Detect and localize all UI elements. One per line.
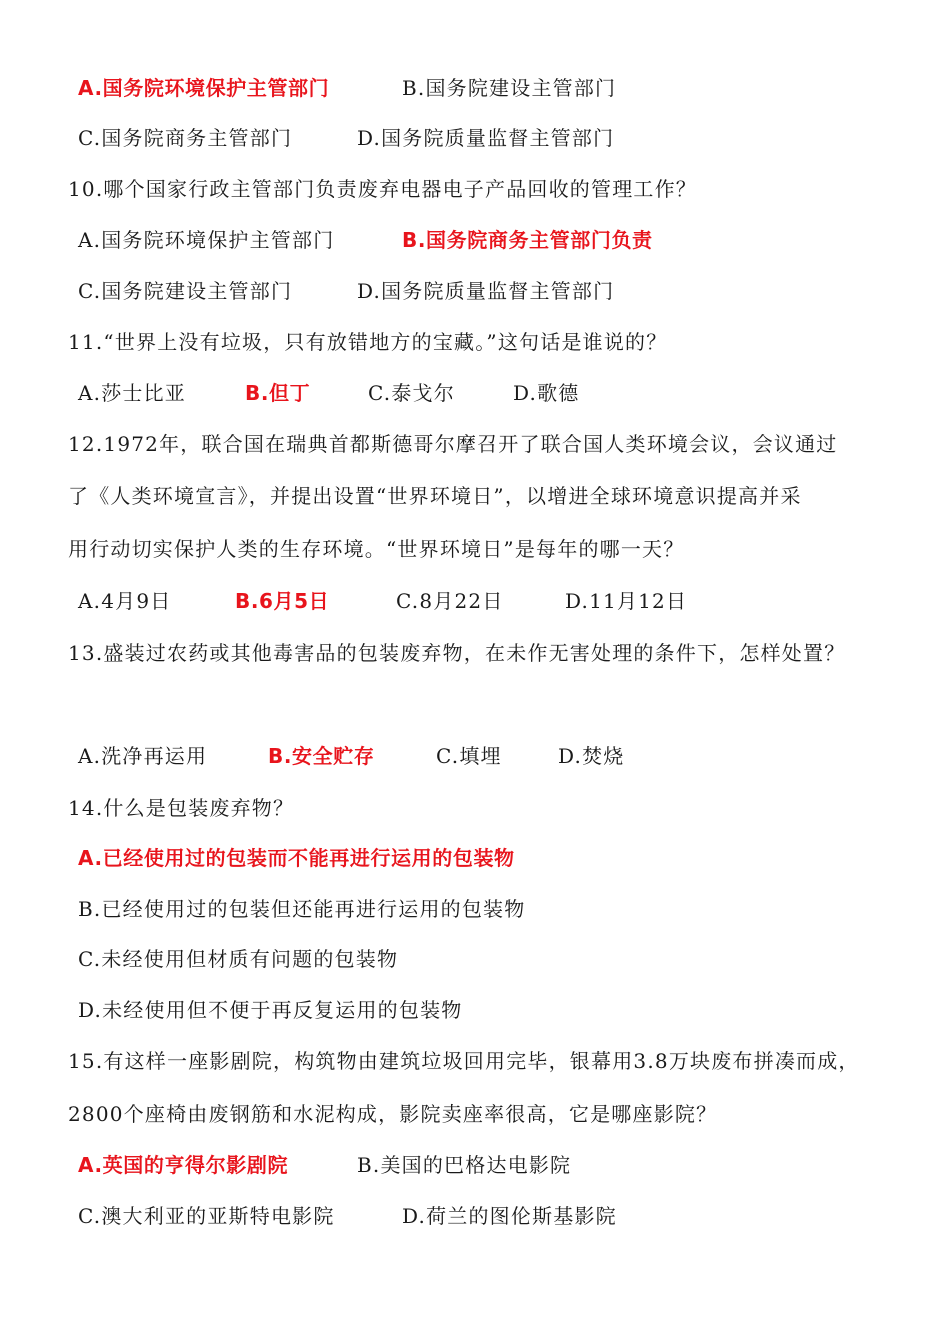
q10-option-d: D.国务院质量监督主管部门 (357, 279, 615, 303)
q9-option-c: C.国务院商务主管部门 (78, 126, 293, 150)
q13-question-text: 13.盛装过农药或其他毒害品的包装废弃物，在未作无害处理的条件下，怎样处置？ (68, 641, 846, 665)
q12-option-c: C.8月22日 (396, 589, 504, 613)
q11-option-d: D.歌德 (513, 381, 580, 405)
q13-option-d: D.焚烧 (558, 744, 625, 768)
q15-option-b: B.美国的巴格达电影院 (357, 1153, 572, 1177)
q10-option-c: C.国务院建设主管部门 (78, 279, 293, 303)
q15-question-text-1: 15.有这样一座影剧院，构筑物由建筑垃圾回用完毕，银幕用3.8万块废布拼凑而成， (68, 1049, 860, 1073)
q10-option-b-answer: B.国务院商务主管部门负责 (402, 228, 653, 252)
q13-option-c: C.填埋 (436, 744, 502, 768)
q15-option-a-answer: A.英国的亨得尔影剧院 (78, 1153, 289, 1177)
q11-option-a: A.莎士比亚 (78, 381, 187, 405)
q12-question-text-3: 用行动切实保护人类的生存环境。“世界环境日”是每年的哪一天？ (68, 537, 685, 561)
q14-option-c: C.未经使用但材质有问题的包装物 (78, 947, 399, 971)
q14-option-b: B.已经使用过的包装但还能再进行运用的包装物 (78, 897, 526, 921)
q12-option-a: A.4月9日 (78, 589, 172, 613)
q10-option-a: A.国务院环境保护主管部门 (78, 228, 335, 252)
q15-option-d: D.荷兰的图伦斯基影院 (402, 1204, 617, 1228)
q11-question-text: 11.“世界上没有垃圾，只有放错地方的宝藏。”这句话是谁说的？ (68, 330, 668, 354)
q14-option-a-answer: A.已经使用过的包装而不能再进行运用的包装物 (78, 846, 515, 870)
q15-question-text-2: 2800个座椅由废钢筋和水泥构成，影院卖座率很高，它是哪座影院？ (68, 1102, 718, 1126)
q14-question-text: 14.什么是包装废弃物？ (68, 796, 295, 820)
q14-option-d: D.未经使用但不便于再反复运用的包装物 (78, 998, 463, 1022)
q11-option-b-answer: B.但丁 (245, 381, 311, 405)
q12-option-b-answer: B.6月5日 (235, 589, 330, 613)
q12-option-d: D.11月12日 (565, 589, 688, 613)
q13-option-b-answer: B.安全贮存 (268, 744, 375, 768)
q10-question-text: 10.哪个国家行政主管部门负责废弃电器电子产品回收的管理工作？ (68, 177, 698, 201)
q15-option-c: C.澳大利亚的亚斯特电影院 (78, 1204, 335, 1228)
q9-option-a-answer: A.国务院环境保护主管部门 (78, 76, 330, 100)
q12-question-text-1: 12.1972年，联合国在瑞典首都斯德哥尔摩召开了联合国人类环境会议，会议通过 (68, 432, 838, 456)
q13-option-a: A.洗净再运用 (78, 744, 208, 768)
q11-option-c: C.泰戈尔 (368, 381, 455, 405)
q12-question-text-2: 了《人类环境宣言》，并提出设置“世界环境日”，以增进全球环境意识提高并采 (68, 484, 802, 508)
q9-option-b: B.国务院建设主管部门 (402, 76, 617, 100)
q9-option-d: D.国务院质量监督主管部门 (357, 126, 615, 150)
